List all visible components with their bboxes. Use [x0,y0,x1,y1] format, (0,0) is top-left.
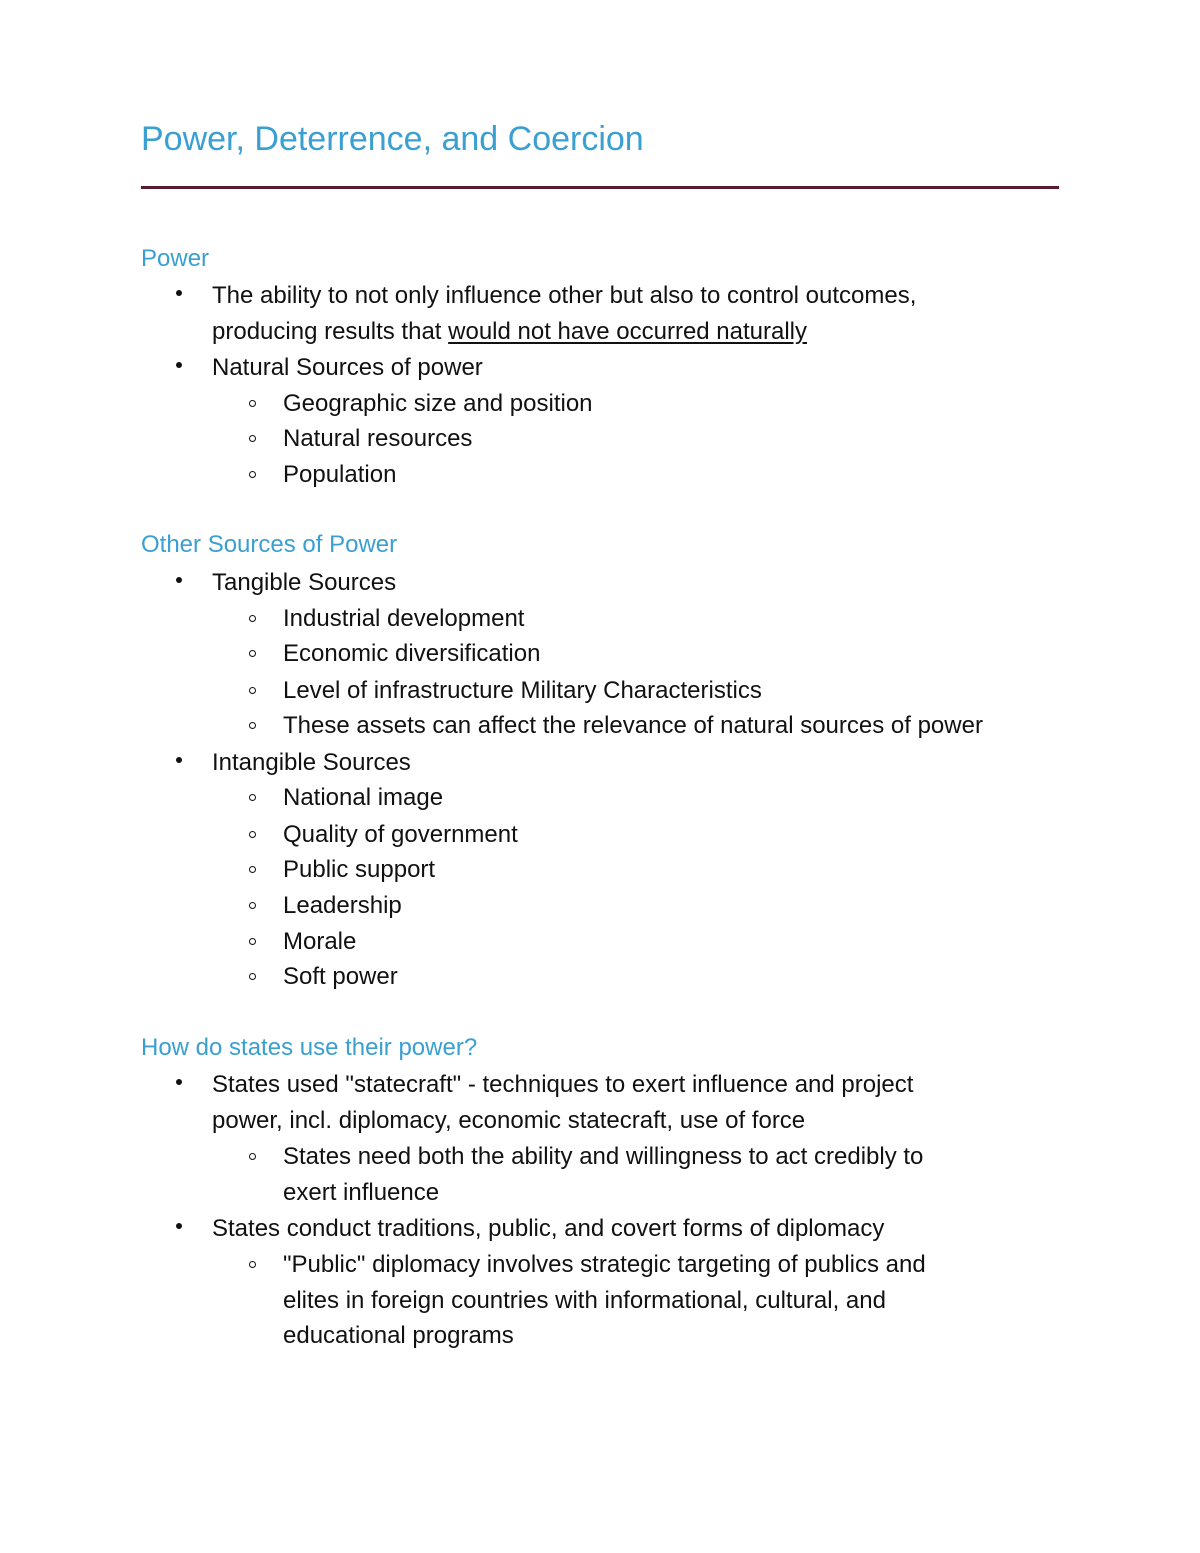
sub-item-text: Level of infrastructure Military Characteristics [283,677,762,704]
sub-bullet-icon [249,938,256,945]
sub-item-text: Morale [283,928,357,955]
bullet-icon [176,1079,182,1085]
list-item-text: States used "statecraft" - techniques to exert influence and project [212,1071,914,1098]
sub-item-text: elites in foreign countries with informational, cultural, and [283,1287,886,1314]
sub-item-text: Quality of government [283,821,518,848]
sub-item-text: Soft power [283,963,398,990]
sub-item-text: Public support [283,856,436,883]
sub-item-text: Leadership [283,892,402,919]
sub-item-text: These assets can affect the relevance of natural sources of power [283,712,983,739]
section-heading-how-states-use-power: How do states use their power? [141,1034,478,1061]
bullet-icon [176,362,182,368]
bullet-icon [176,757,182,763]
sub-item-text: Economic diversification [283,640,541,667]
list-item-text: power, incl. diplomacy, economic statecraft, use of force [212,1107,806,1134]
bullet-icon [176,290,182,296]
sub-item-text: Industrial development [283,605,525,632]
list-item-text: The ability to not only influence other but also to control outcomes, [212,282,917,309]
sub-bullet-icon [249,902,256,909]
sub-bullet-icon [249,687,256,694]
sub-bullet-icon [249,722,256,729]
bullet-icon [176,1223,182,1229]
underlined-phrase: would not have occurred naturally [448,318,808,345]
section-heading-power: Power [141,245,210,272]
sub-item-text: National image [283,784,444,811]
sub-bullet-icon [249,471,256,478]
continuation-prefix: producing results that [212,318,449,345]
document-title: Power, Deterrence, and Coercion [141,120,644,158]
sub-bullet-icon [249,1261,256,1268]
list-item-text: Intangible Sources [212,749,411,776]
sub-bullet-icon [249,973,256,980]
sub-bullet-icon [249,615,256,622]
sub-bullet-icon [249,831,256,838]
sub-bullet-icon [249,1153,256,1160]
sub-item-text: Natural resources [283,425,473,452]
sub-bullet-icon [249,650,256,657]
sub-item-text: educational programs [283,1322,514,1349]
list-item-text: Tangible Sources [212,569,397,596]
sub-item-text: Geographic size and position [283,390,593,417]
bullet-icon [176,577,182,583]
sub-item-text: States need both the ability and willingness to act credibly to [283,1143,924,1170]
title-divider [141,186,1059,189]
sub-item-text: exert influence [283,1179,440,1206]
sub-bullet-icon [249,794,256,801]
sub-bullet-icon [249,435,256,442]
sub-bullet-icon [249,866,256,873]
section-heading-other-sources: Other Sources of Power [141,531,398,558]
list-item-text: States conduct traditions, public, and covert forms of diplomacy [212,1215,885,1242]
sub-item-text: "Public" diplomacy involves strategic targeting of publics and [283,1251,926,1278]
list-item-continuation [212,317,807,347]
sub-bullet-icon [249,400,256,407]
sub-item-text: Population [283,461,397,488]
list-item-text: Natural Sources of power [212,354,483,381]
